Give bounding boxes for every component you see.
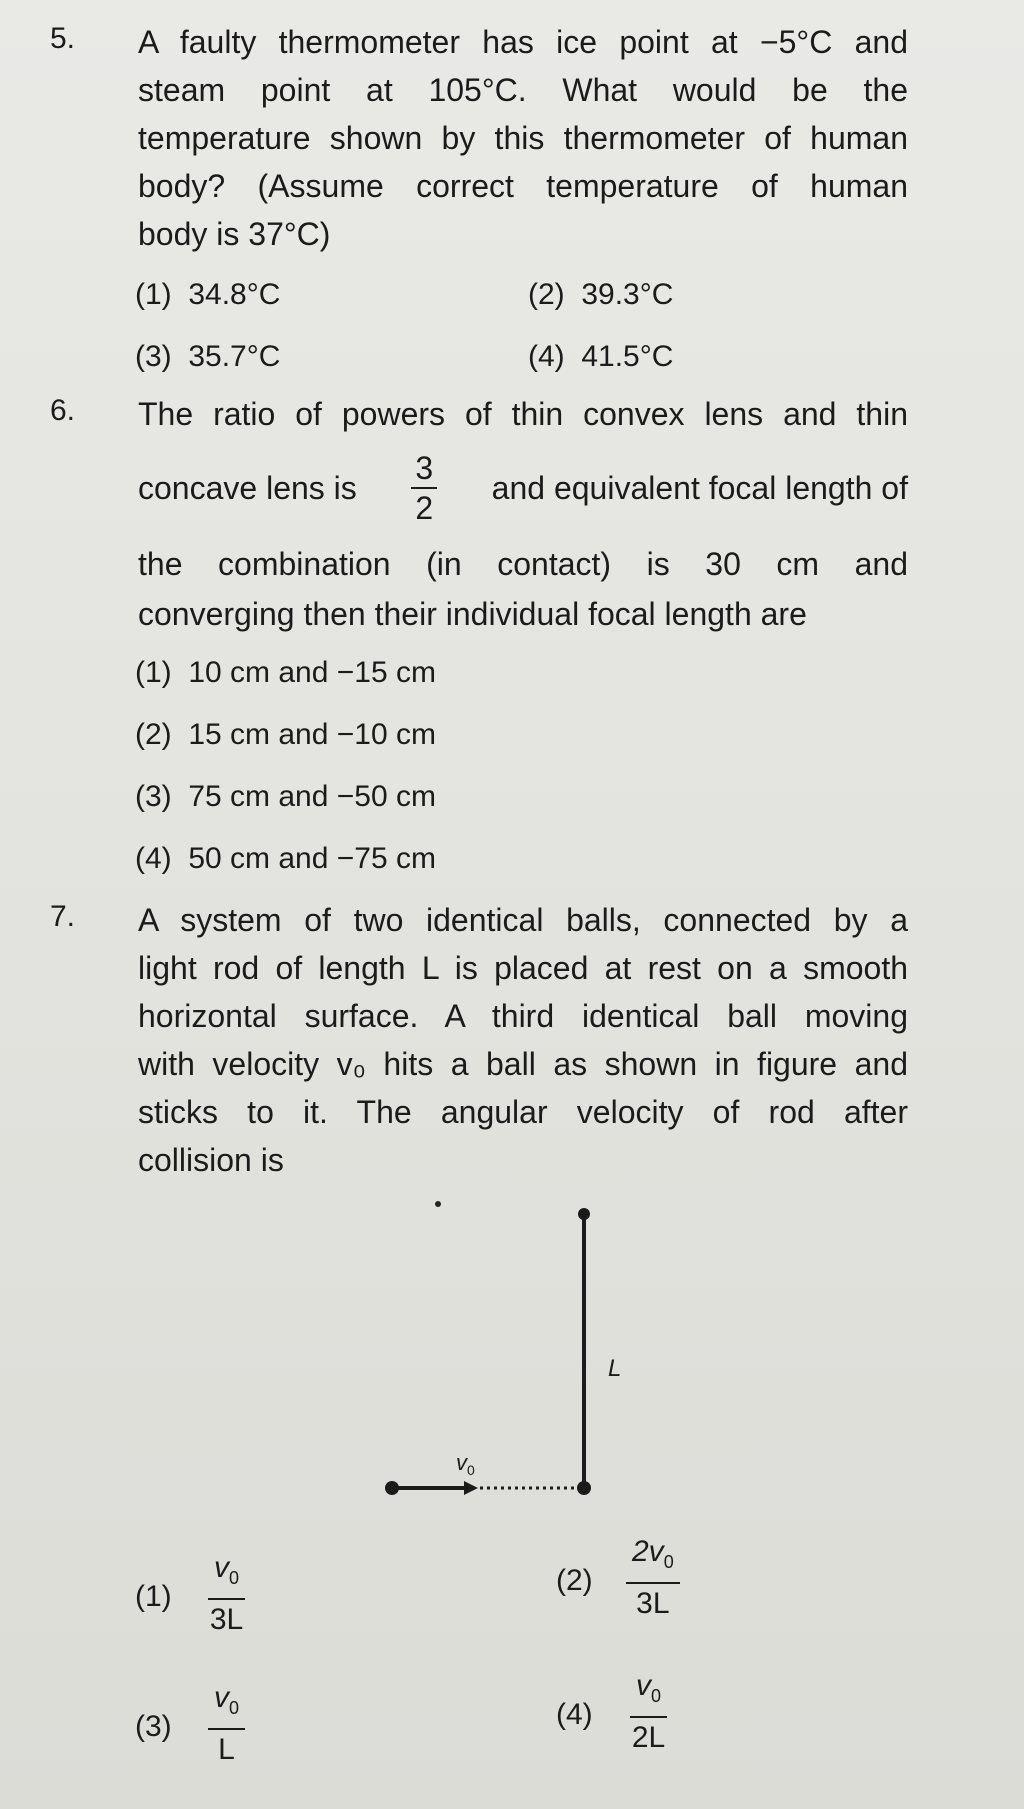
question-text-line: temperature shown by this thermometer of human [138,120,908,156]
option-1 [135,656,436,690]
option-3-fraction [208,1678,245,1770]
option-label: (4) [556,1698,593,1731]
option-text: 15 cm and −10 cm [188,718,436,751]
option-label: (1) [135,656,172,689]
fraction-denominator: 2 [415,490,434,526]
rod-length-label: L [608,1355,622,1382]
velocity-label-main: v [456,1450,467,1475]
collision-figure [370,1190,630,1520]
option-3 [135,340,280,374]
numerator-main: v [214,1551,229,1584]
question-text-segment: and equivalent focal length of [491,470,908,506]
velocity-label-sub: 0 [467,1462,475,1478]
question-text-line: sticks to it. The angular velocity of rod after [138,1094,908,1130]
question-text-line: body? (Assume correct temperature of human [138,168,908,204]
option-2 [135,718,436,752]
question-text-line: A faulty thermometer has ice point at −5°C and [138,24,908,60]
option-text: 39.3°C [581,278,674,311]
option-label: (3) [135,780,172,813]
fraction-numerator [208,1548,245,1600]
option-text: 75 cm and −50 cm [188,780,436,813]
fraction-numerator [626,1532,680,1584]
option-text: 10 cm and −15 cm [188,656,436,689]
numerator-sub: 0 [651,1686,662,1706]
option-text: 41.5°C [581,340,674,373]
option-label: (3) [135,340,172,373]
fraction-numerator [630,1666,667,1718]
fraction-numerator: 3 [411,449,437,489]
option-label: (2) [556,1564,593,1597]
fraction-denominator: 3L [209,1603,244,1636]
numerator-sub: 0 [229,1568,240,1588]
option-label: (1) [135,1580,172,1613]
option-label: (2) [528,278,565,311]
question-text-line: steam point at 105°C. What would be the [138,72,908,108]
question-number: 6. [50,394,76,427]
top-ball [578,1208,590,1220]
fraction-denominator: 3L [636,1587,670,1620]
question-text-line: with velocity v₀ hits a ball as shown in figure and [138,1046,908,1082]
question-text-line: The ratio of powers of thin convex lens and thin [138,396,908,432]
fraction-denominator: L [218,1733,235,1766]
fraction-denominator: 2L [631,1721,666,1754]
question-text-line: light rod of length L is placed at rest on a smooth [138,950,908,986]
question-number: 7. [50,900,76,933]
option-text: 34.8°C [188,278,281,311]
option-label: (3) [135,1710,172,1743]
question-text-line: the combination (in contact) is 30 cm and [138,546,908,582]
option-label: (2) [135,718,172,751]
option-text: 35.7°C [188,340,281,373]
question-text-line: converging then their individual focal length are [138,596,807,632]
option-1-fraction [208,1548,245,1640]
question-text-line: collision is [138,1142,284,1178]
question-text-segment: concave lens is [138,470,357,506]
option-3 [135,780,436,814]
numerator-main: v [636,1669,651,1702]
option-label: (4) [528,340,565,373]
option-label: (1) [135,278,172,311]
option-4 [528,340,673,374]
question-text-line [138,448,908,528]
question-text-line: body is 37°C) [138,216,331,252]
numerator-main: 2v [632,1535,664,1568]
question-text-line: horizontal surface. A third identical ball moving [138,998,908,1034]
bottom-ball [577,1481,591,1495]
question-text-line: A system of two identical balls, connected by a [138,902,908,938]
fraction-numerator [208,1678,245,1730]
velocity-arrow-head [464,1481,478,1495]
velocity-label [456,1450,475,1478]
option-1 [135,278,280,312]
question-number: 5. [50,22,76,55]
option-2-fraction [626,1532,680,1624]
stray-dot [435,1201,441,1207]
option-label: (4) [135,842,172,875]
numerator-main: v [214,1681,229,1714]
numerator-sub: 0 [663,1552,674,1572]
option-text: 50 cm and −75 cm [188,842,436,875]
numerator-sub: 0 [229,1698,240,1718]
ratio-fraction [411,449,437,527]
option-4-fraction [630,1666,667,1758]
option-4 [135,842,436,876]
option-2 [528,278,673,312]
